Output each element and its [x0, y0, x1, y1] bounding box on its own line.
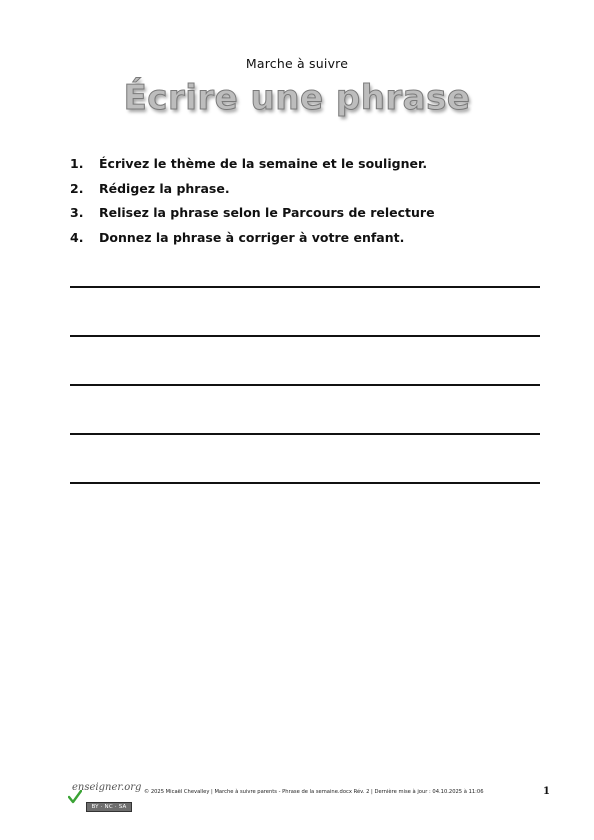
cc-license-badge: BY · NC · SA	[86, 802, 132, 812]
page-number: 1	[543, 786, 550, 797]
step-text: Écrivez le thème de la semaine et le souligner.	[99, 156, 428, 171]
step-text: Donnez la phrase à corriger à votre enfant.	[99, 229, 405, 245]
step-number: 1.	[70, 156, 84, 171]
document-title: Écrire une phrase	[123, 78, 471, 118]
step-item	[70, 205, 435, 230]
writing-line	[70, 482, 540, 484]
document-subtitle: Marche à suivre	[245, 56, 349, 71]
writing-line	[70, 433, 540, 435]
writing-line	[70, 335, 540, 337]
logo-text: enseigner.org	[72, 782, 142, 793]
step-item	[70, 230, 435, 255]
page-footer	[0, 776, 594, 816]
step-number: 2.	[70, 180, 84, 196]
step-text: Rédigez la phrase.	[99, 180, 230, 196]
step-item	[70, 156, 435, 181]
step-number: 4.	[70, 229, 84, 245]
checkmark-icon	[68, 790, 82, 804]
writing-lines	[70, 286, 540, 531]
step-item	[70, 181, 435, 206]
step-number: 3.	[70, 205, 84, 220]
writing-line	[70, 286, 540, 288]
writing-line	[70, 384, 540, 386]
footer-text: © 2025 Micaël Chevalley | Marche à suivre parents - Phrase de la semaine.docx Rév. 2 | Dernière mise à jour : 04.10.2025 à 11:06	[144, 789, 484, 795]
steps-list	[70, 156, 435, 254]
step-text: Relisez la phrase selon le Parcours de relecture	[99, 205, 435, 220]
enseigner-logo	[68, 782, 140, 812]
